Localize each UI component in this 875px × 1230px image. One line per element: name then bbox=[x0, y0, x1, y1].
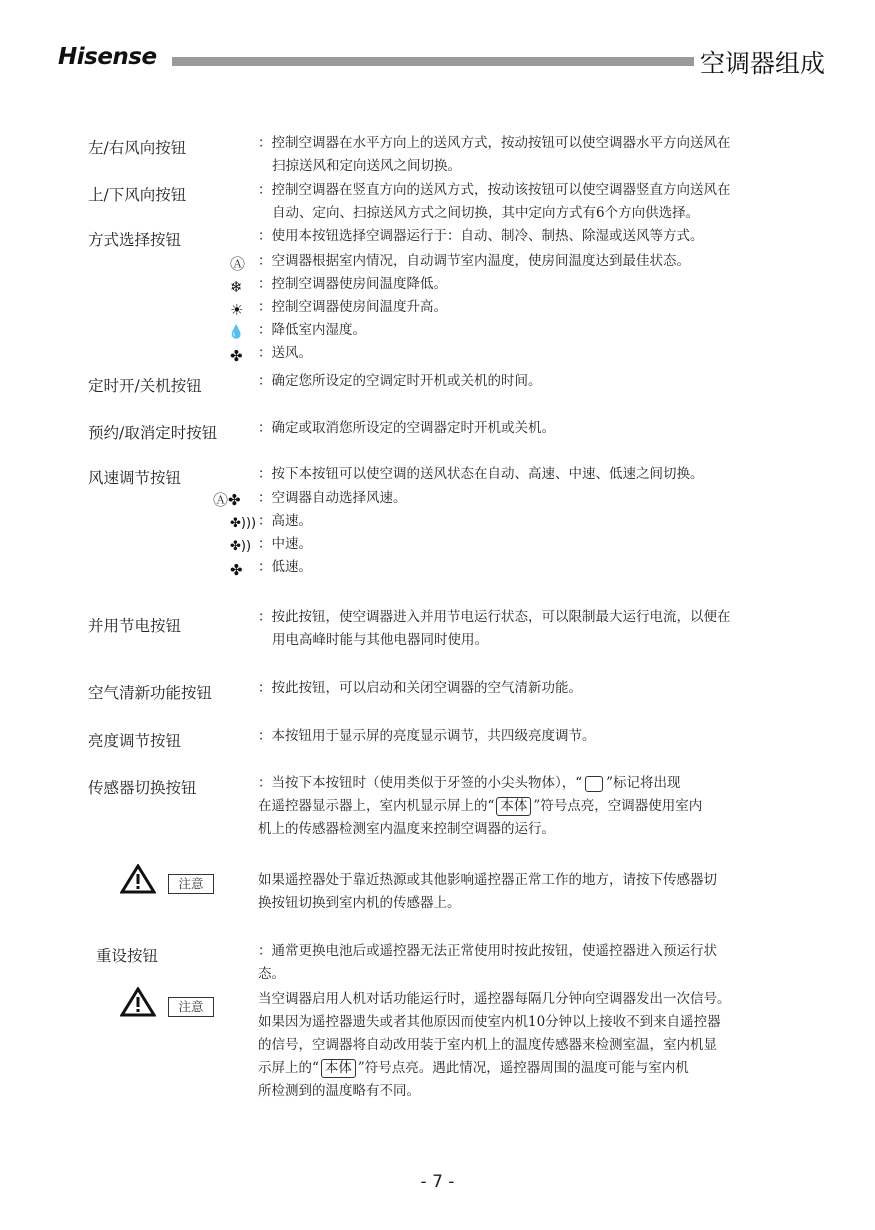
label-reset: 重设按钮 bbox=[96, 947, 159, 965]
sun-icon: ☀ bbox=[230, 301, 244, 319]
desc-line: ：控制空调器在竖直方向的送风方式，按动该按钮可以使空调器竖直方向送风在 bbox=[258, 182, 731, 198]
desc-line bbox=[258, 772, 788, 795]
desc-timer bbox=[258, 370, 788, 393]
desc-line: 态。 bbox=[258, 966, 285, 982]
desc-line: 当空调器启用人机对话功能运行时，遥控器每隔几分钟向空调器发出一次信号。 bbox=[258, 991, 731, 1007]
label-fan-speed: 风速调节按钮 bbox=[88, 469, 182, 487]
desc-reset bbox=[258, 940, 788, 986]
note-tag: 注意 bbox=[168, 997, 214, 1017]
label-reserve: 预约/取消定时按钮 bbox=[88, 424, 218, 442]
high-speed-icon: ✤))) bbox=[230, 516, 257, 531]
water-drop-icon: 💧 bbox=[228, 325, 245, 340]
note-text bbox=[258, 988, 788, 1103]
desc-line: ：确定您所设定的空调定时开机或关机的时间。 bbox=[258, 373, 542, 389]
label-mode: 方式选择按钮 bbox=[88, 231, 182, 249]
page-title: 空调器组成 bbox=[700, 49, 826, 78]
mid-speed-icon: ✤)) bbox=[230, 539, 252, 554]
desc-line: 所检测到的温度略有不同。 bbox=[258, 1083, 420, 1099]
desc-fan-mode bbox=[258, 342, 788, 365]
auto-fan-speed-icon: Ⓐ✤ bbox=[213, 491, 241, 509]
warning-icon bbox=[120, 864, 156, 894]
desc-auto-mode bbox=[258, 250, 788, 273]
note-text bbox=[258, 869, 788, 915]
desc-line: ：送风。 bbox=[258, 345, 312, 361]
desc-brightness bbox=[258, 725, 788, 748]
desc-text: ”标记将出现 bbox=[606, 775, 681, 791]
label-brightness: 亮度调节按钮 bbox=[88, 732, 182, 750]
desc-line: ：使用本按钮选择空调器运行于：自动、制冷、制热、除湿或送风等方式。 bbox=[258, 228, 704, 244]
desc-line: ：本按钮用于显示屏的亮度显示调节，共四级亮度调节。 bbox=[258, 728, 596, 744]
desc-line: 换按钮切换到室内机的传感器上。 bbox=[258, 895, 461, 911]
desc-line: 机上的传感器检测室内温度来控制空调器的运行。 bbox=[258, 821, 555, 837]
desc-line: ：空调器根据室内情况，自动调节室内温度，使房间温度达到最佳状态。 bbox=[258, 253, 690, 269]
desc-line: ：按此按钮，使空调器进入并用节电运行状态，可以限制最大运行电流，以便在 bbox=[258, 609, 731, 625]
snowflake-icon: ❄ bbox=[230, 278, 243, 296]
desc-line bbox=[258, 1057, 788, 1080]
note-tag: 注意 bbox=[168, 874, 214, 894]
desc-dry-mode bbox=[258, 319, 788, 342]
desc-cool-mode bbox=[258, 273, 788, 296]
desc-line: 的信号，空调器将自动改用装于室内机上的温度传感器来检测室温，室内机显 bbox=[258, 1037, 717, 1053]
desc-text: ”符号点亮。遇此情况，遥控器周围的温度可能与室内机 bbox=[357, 1060, 689, 1076]
desc-text: ”符号点亮，空调器使用室内 bbox=[533, 798, 703, 814]
label-power-save: 并用节电按钮 bbox=[88, 617, 182, 635]
header-bar bbox=[172, 57, 694, 66]
desc-power-save bbox=[258, 606, 788, 652]
desc-line: ：通常更换电池后或遥控器无法正常使用时按此按钮，使遥控器进入预运行状 bbox=[258, 943, 717, 959]
label-timer: 定时开/关机按钮 bbox=[88, 377, 202, 395]
fan-icon: ✤ bbox=[230, 347, 243, 365]
desc-line: ：降低室内湿度。 bbox=[258, 322, 366, 338]
label-air-refresh: 空气清新功能按钮 bbox=[88, 684, 213, 702]
desc-line: 如果因为遥控器遗失或者其他原因而使室内机10分钟以上接收不到来自遥控器 bbox=[258, 1014, 721, 1030]
desc-line bbox=[258, 795, 788, 818]
desc-line: 用电高峰时能与其他电器同时使用。 bbox=[272, 632, 488, 648]
desc-line: ：按下本按钮可以使空调的送风状态在自动、高速、中速、低速之间切换。 bbox=[258, 466, 704, 482]
desc-fan-speed bbox=[258, 463, 788, 486]
desc-high-speed bbox=[258, 510, 788, 533]
desc-line: 如果遥控器处于靠近热源或其他影响遥控器正常工作的地方，请按下传感器切 bbox=[258, 872, 717, 888]
desc-auto-speed bbox=[258, 487, 788, 510]
desc-line: ：控制空调器使房间温度升高。 bbox=[258, 299, 447, 315]
desc-line: ：确定或取消您所设定的空调器定时开机或关机。 bbox=[258, 420, 555, 436]
desc-text: ：当按下本按钮时（使用类似于牙签的小尖头物体），“ bbox=[258, 775, 583, 791]
desc-line: ：低速。 bbox=[258, 559, 312, 575]
desc-line: 自动、定向、扫掠送风方式之间切换，其中定向方式有6个方向供选择。 bbox=[272, 205, 700, 221]
desc-sensor bbox=[258, 772, 788, 841]
desc-line: ：中速。 bbox=[258, 536, 312, 552]
desc-line: ：控制空调器在水平方向上的送风方式，按动按钮可以使空调器水平方向送风在 bbox=[258, 135, 731, 151]
label-ud-louver: 上/下风向按钮 bbox=[88, 186, 187, 204]
page-number: - 7 - bbox=[420, 1172, 455, 1192]
label-lr-louver: 左/右风向按钮 bbox=[88, 139, 187, 157]
desc-heat-mode bbox=[258, 296, 788, 319]
sensor-mark-icon bbox=[585, 776, 603, 792]
desc-text: 示屏上的“ bbox=[258, 1060, 319, 1076]
body-symbol: 本体 bbox=[321, 1059, 356, 1078]
body-symbol: 本体 bbox=[496, 797, 531, 816]
desc-lr-louver bbox=[258, 132, 788, 178]
desc-line: ：控制空调器使房间温度降低。 bbox=[258, 276, 447, 292]
desc-low-speed bbox=[258, 556, 788, 579]
auto-mode-icon: Ⓐ bbox=[230, 255, 246, 273]
low-speed-icon: ✤ bbox=[230, 561, 243, 579]
desc-line: ：空调器自动选择风速。 bbox=[258, 490, 407, 506]
desc-reserve bbox=[258, 417, 788, 440]
desc-mode bbox=[258, 225, 788, 248]
brand-logo: Hisense bbox=[58, 44, 157, 70]
desc-text: 在遥控器显示器上，室内机显示屏上的“ bbox=[258, 798, 495, 814]
desc-mid-speed bbox=[258, 533, 788, 556]
desc-line: ：按此按钮，可以启动和关闭空调器的空气清新功能。 bbox=[258, 680, 582, 696]
desc-ud-louver bbox=[258, 179, 788, 225]
desc-line: ：高速。 bbox=[258, 513, 312, 529]
label-sensor: 传感器切换按钮 bbox=[88, 779, 197, 797]
desc-air-refresh bbox=[258, 677, 788, 700]
desc-line: 扫掠送风和定向送风之间切换。 bbox=[272, 158, 461, 174]
warning-icon bbox=[120, 987, 156, 1017]
